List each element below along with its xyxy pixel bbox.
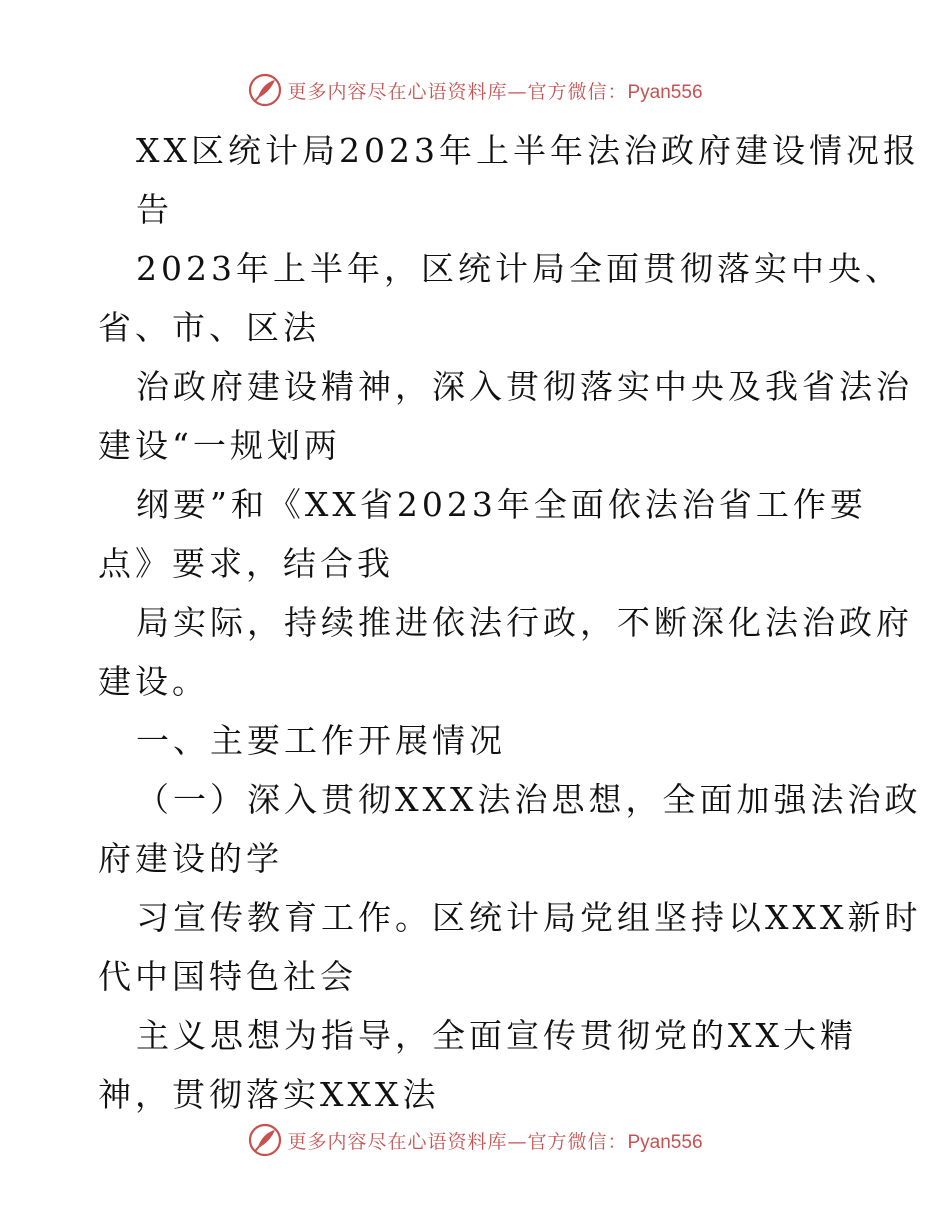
paragraph-line: 省、市、区法 <box>98 308 320 347</box>
paragraph-line: 代中国特色社会 <box>98 957 357 996</box>
document-title-line-2: 告 <box>136 190 173 229</box>
paragraph-line: 主义思想为指导，全面宣传贯彻党的XX大精 <box>136 1016 857 1055</box>
quill-logo-icon <box>247 72 283 108</box>
watermark-text: 更多内容尽在心语资料库—官方微信：Pyan556 <box>287 1130 703 1153</box>
document-body <box>98 121 922 1124</box>
paragraph-line: 局实际，持续推进依法行政，不断深化法治政府 <box>136 603 913 642</box>
paragraph-line: 治政府建设精神，深入贯彻落实中央及我省法治 <box>136 367 913 406</box>
watermark-banner-top <box>0 70 950 110</box>
section-heading: 一、主要工作开展情况 <box>136 721 506 760</box>
document-title-line-1: XX区统计局2023年上半年法治政府建设情况报 <box>136 131 920 170</box>
watermark-banner-bottom <box>0 1120 950 1160</box>
paragraph-line: 神，贯彻落实XXX法 <box>98 1075 440 1114</box>
paragraph-line: 2023年上半年，区统计局全面贯彻落实中央、 <box>136 249 902 288</box>
subsection-heading-line: （一）深入贯彻XXX法治思想，全面加强法治政 <box>136 780 922 819</box>
quill-logo-icon <box>247 1122 283 1158</box>
paragraph-line: 纲要”和《XX省2023年全面依法治省工作要 <box>136 485 867 524</box>
paragraph-line: 点》要求，结合我 <box>98 544 394 583</box>
paragraph-line: 习宣传教育工作。区统计局党组坚持以XXX新时 <box>136 898 922 937</box>
watermark-text: 更多内容尽在心语资料库—官方微信：Pyan556 <box>287 80 703 103</box>
paragraph-line: 建设“一规划两 <box>98 426 341 465</box>
paragraph-line: 府建设的学 <box>98 839 283 878</box>
paragraph-line: 建设。 <box>98 662 209 701</box>
